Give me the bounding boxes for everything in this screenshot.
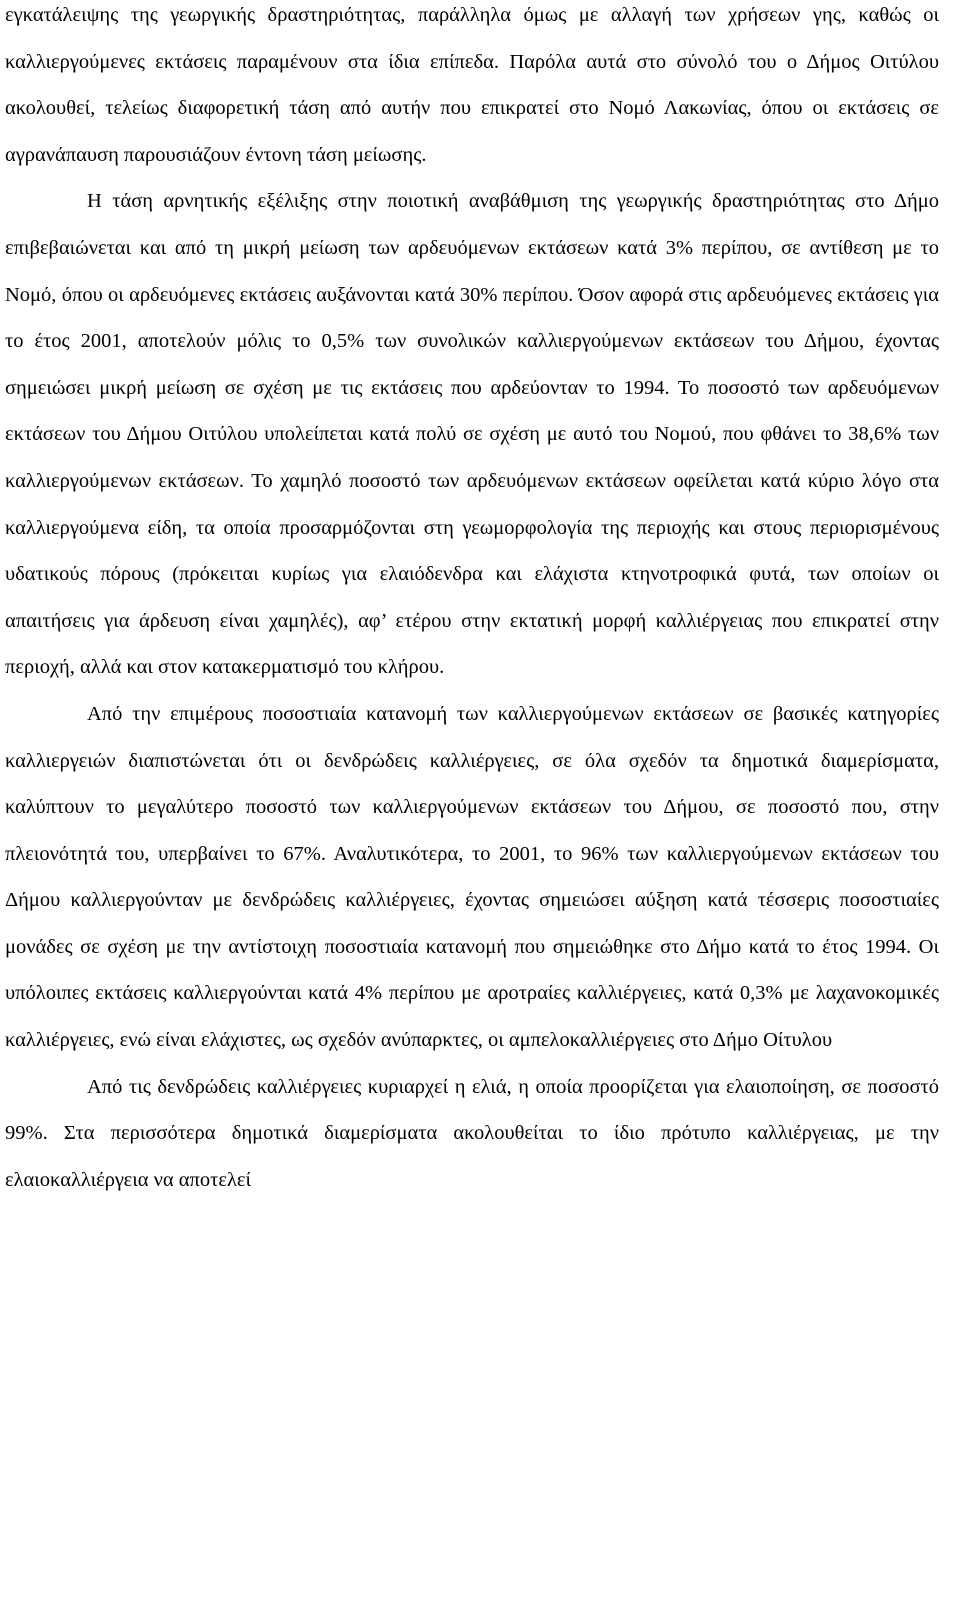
document-page (5, 0, 939, 1203)
paragraph-1: εγκατάλειψης της γεωργικής δραστηριότητας, παράλληλα όμως με αλλαγή των χρήσεων γης, καθώς οι καλλιεργούμενες εκτάσεις παραμένουν στα ίδια επίπεδα. Παρόλα αυτά στο σύνολό του ο Δήμος Οιτύλου ακολουθεί, τελείως διαφορετική τάση από αυτήν που επικρατεί στο Νομό Λακωνίας, όπου οι εκτάσεις σε αγρανάπαυση παρουσιάζουν έντονη τάση μείωσης. (5, 4, 939, 166)
paragraph-3: Από την επιμέρους ποσοστιαία κατανομή των καλλιεργούμενων εκτάσεων σε βασικές κατηγορίες καλλιεργειών διαπιστώνεται ότι οι δενδρώδεις καλλιέργειες, σε όλα σχεδόν τα δημοτικά διαμερίσματα, καλύπτουν το μεγαλύτερο ποσοστό των καλλιεργούμενων εκτάσεων του Δήμου, σε ποσοστό που, στην πλειονότητά του, υπερβαίνει το 67%. Αναλυτικότερα, το 2001, το 96% των καλλιεργούμενων εκτάσεων του Δήμου καλλιεργούνταν με δενδρώδεις καλλιέργειες, έχοντας σημειώσει αύξηση κατά τέσσερις ποσοστιαίες μονάδες σε σχέση με την αντίστοιχη ποσοστιαία κατανομή που σημειώθηκε στο Δήμο κατά το έτος 1994. Οι υπόλοιπες εκτάσεις καλλιεργούνται κατά 4% περίπου με αροτραίες καλλιέργειες, κατά 0,3% με λαχανοκομικές καλλιέργειες, ενώ είναι ελάχιστες, ως σχεδόν ανύπαρκτες, οι αμπελοκαλλιέργειες στο Δήμο Οίτυλου (5, 702, 939, 1052)
paragraph-4: Από τις δενδρώδεις καλλιέργειες κυριαρχεί η ελιά, η οποία προορίζεται για ελαιοποίηση, σε ποσοστό 99%. Στα περισσότερα δημοτικά διαμερίσματα ακολουθείται το ίδιο πρότυπο καλλιέργειας, με την ελαιοκαλλιέργεια να αποτελεί (5, 1075, 939, 1191)
paragraph-2: Η τάση αρνητικής εξέλιξης στην ποιοτική αναβάθμιση της γεωργικής δραστηριότητας στο Δήμο επιβεβαιώνεται και από τη μικρή μείωση των αρδευόμενων εκτάσεων κατά 3% περίπου, σε αντίθεση με το Νομό, όπου οι αρδευόμενες εκτάσεις αυξάνονται κατά 30% περίπου. Όσον αφορά στις αρδευόμενες εκτάσεις για το έτος 2001, αποτελούν μόλις το 0,5% των συνολικών καλλιεργούμενων εκτάσεων του Δήμου, έχοντας σημειώσει μικρή μείωση σε σχέση με τις εκτάσεις που αρδεύονταν το 1994. Το ποσοστό των αρδευόμενων εκτάσεων του Δήμου Οιτύλου υπολείπεται κατά πολύ σε σχέση με αυτό του Νομού, που φθάνει το 38,6% των καλλιεργούμενων εκτάσεων. Το χαμηλό ποσοστό των αρδευόμενων εκτάσεων οφείλεται κατά κύριο λόγο στα καλλιεργούμενα είδη, τα οποία προσαρμόζονται στη γεωμορφολογία της περιοχής και στους περιορισμένους υδατικούς πόρους (πρόκειται κυρίως για ελαιόδενδρα και ελάχιστα κτηνοτροφικά φυτά, των οποίων οι απαιτήσεις για άρδευση είναι χαμηλές), αφ’ ετέρου στην εκτατική μορφή καλλιέργειας που επικρατεί στην περιοχή, αλλά και στον κατακερματισμό του κλήρου. (5, 190, 939, 679)
